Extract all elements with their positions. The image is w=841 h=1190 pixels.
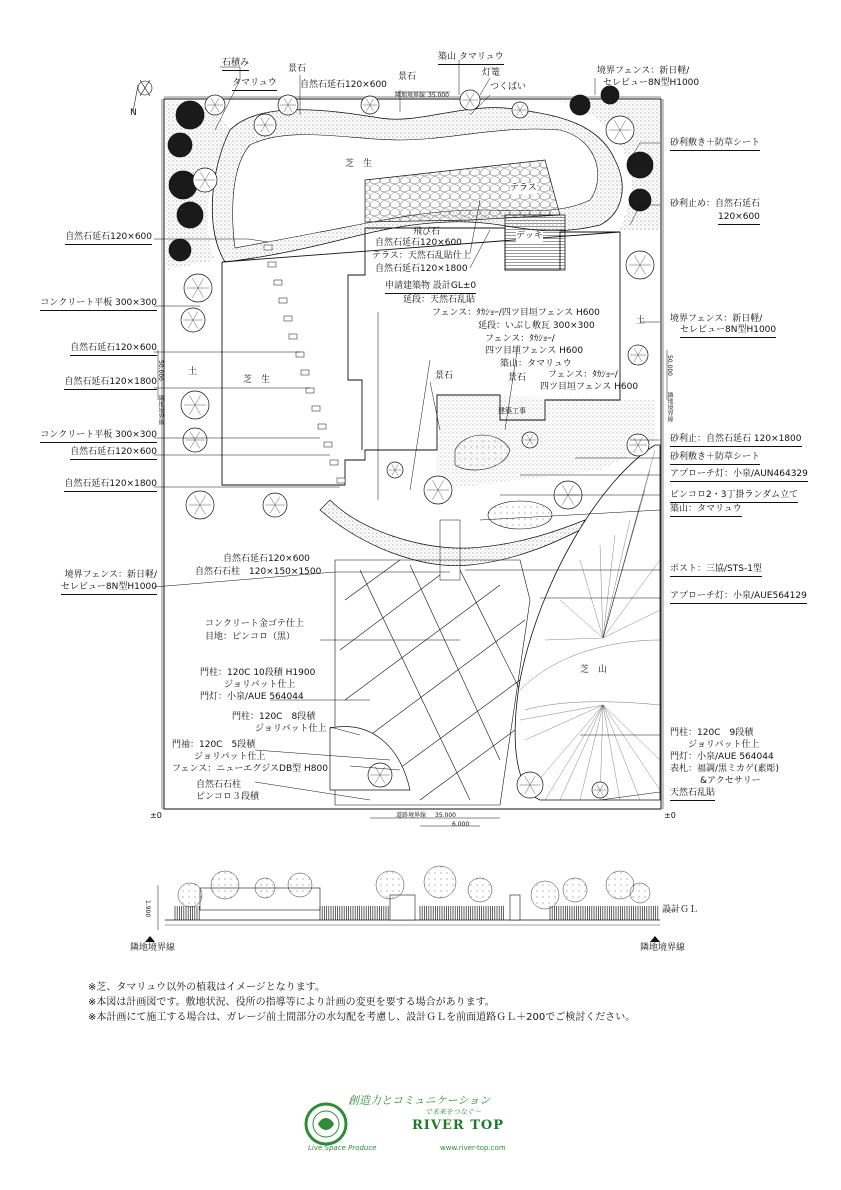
elevation-tree bbox=[531, 881, 559, 909]
tree-symbol bbox=[169, 239, 191, 261]
tree-symbol bbox=[177, 202, 203, 228]
label-fence-a: フェンス：ﾀｶｼｮｰ/四ツ目垣フェンス H600 bbox=[432, 308, 600, 318]
label-elev-gl: 設計ＧＬ bbox=[662, 905, 699, 915]
label-tamaryu-top: タマリュウ bbox=[232, 78, 277, 91]
label-endan2: 延段：いぶし敷瓦 300×300 bbox=[478, 321, 595, 331]
river-top-logo bbox=[300, 1088, 530, 1158]
label-elev-right: 隣地境界線 bbox=[640, 943, 686, 953]
logo-name: RIVER TOP bbox=[412, 1118, 504, 1133]
label-tsukubai: つくばい bbox=[490, 82, 527, 92]
label-rmon2: ジョリパット仕上 bbox=[688, 740, 760, 750]
label-left-concrete1: コンクリート平板 300×300 bbox=[40, 298, 157, 311]
label-mid-sekichu: 自然石石柱 120×150×1500 bbox=[195, 567, 322, 577]
label-tennen: 天然石乱貼 bbox=[670, 788, 715, 801]
label-tsukiyama-mid: 築山：タマリュウ bbox=[500, 359, 572, 369]
label-mon1-1: 門柱：120C 10段積 H1900 bbox=[200, 668, 316, 678]
label-left-fence1: 境界フェンス：新日軽/ bbox=[64, 570, 157, 580]
label-right-tsukiyama: 築山：タマリュウ bbox=[670, 504, 742, 517]
label-pm-left: ±0 bbox=[150, 811, 162, 820]
label-endan1: 延段：天然石乱貼 bbox=[403, 295, 476, 305]
label-shiba-1: 芝 生 bbox=[345, 159, 373, 169]
note-1: ※芝、タマリュウ以外の植栽はイメージとなります。 bbox=[88, 982, 325, 993]
label-left-nobeishi2: 自然石延石120×600 bbox=[70, 343, 157, 356]
label-right-rinchi: 隣地境界線 bbox=[666, 392, 673, 422]
label-elev-dim: 1.900 bbox=[144, 900, 151, 918]
label-pincolo3: ピンコロ３段積 bbox=[196, 792, 260, 802]
label-left-rinchi: 隣地境界線 bbox=[157, 395, 164, 425]
label-right-jaridome2: 120×600 bbox=[718, 212, 760, 225]
elevation-tree bbox=[211, 871, 239, 899]
deck-area bbox=[505, 215, 565, 270]
notes bbox=[88, 980, 635, 1025]
label-shiba-yama: 芝 山 bbox=[580, 665, 608, 675]
label-deck: デッキ bbox=[516, 231, 543, 241]
label-rinchi-top: 隣地境界線 bbox=[395, 92, 426, 99]
tree-symbol bbox=[176, 101, 204, 129]
elevation-tree bbox=[255, 878, 275, 898]
elevation-tree bbox=[606, 871, 634, 899]
label-left-nobeishi5: 自然石延石120×1800 bbox=[64, 479, 157, 492]
elevation-tree bbox=[468, 878, 492, 902]
logo-tagline: 創造力とコミュニケーション bbox=[348, 1094, 491, 1107]
label-dim-6000: 6.000 bbox=[452, 821, 470, 828]
label-fence-top-2: セレビュー8N型H1000 bbox=[603, 78, 700, 88]
label-fence-c2: 四ツ目垣フェンス H600 bbox=[540, 382, 639, 392]
label-sekichu2: 自然石石柱 bbox=[196, 780, 242, 790]
label-meji: 目地：ピンコロ（黒） bbox=[205, 632, 296, 642]
label-right-jaridome3: 砂利止：自然石延石 120×1800 bbox=[670, 434, 802, 447]
label-left-nobeishi4: 自然石延石120×600 bbox=[70, 447, 157, 460]
label-construction: 建築工事 bbox=[498, 407, 526, 415]
label-elev-left: 隣地境界線 bbox=[130, 943, 176, 953]
label-rmon4: 表札：福調/黒ミカゲ(素彫) bbox=[670, 764, 780, 774]
elevation-view bbox=[145, 866, 677, 942]
label-nobeishi-b: 自然石延石120×1800 bbox=[375, 264, 468, 274]
label-left-concrete2: コンクリート平板 300×300 bbox=[40, 430, 157, 443]
elevation-tree bbox=[424, 866, 456, 898]
note-2: ※本図は計画図です。敷地状況、役所の指導等により計画の変更を要する場合があります。 bbox=[88, 997, 495, 1008]
label-shiba-2: 芝 生 bbox=[243, 375, 271, 385]
label-right-fence2: セレビュー8N型H1000 bbox=[680, 325, 776, 338]
label-rmon3: 門灯：小泉/AUE 564044 bbox=[670, 752, 774, 762]
label-rmon1: 門柱：120C 9段積 bbox=[670, 728, 754, 738]
label-right-dim: 50.000 bbox=[666, 355, 673, 376]
label-mid-nobeishi: 自然石延石120×600 bbox=[223, 554, 310, 564]
label-left-dim: 50.000 bbox=[157, 360, 164, 381]
label-keiseki-mid2: 景石 bbox=[508, 373, 527, 383]
label-mon2-1: 門柱：120C 8段積 bbox=[232, 712, 316, 722]
label-fence-b2: 四ツ目垣フェンス H600 bbox=[485, 346, 584, 356]
label-road: 道路境界線 bbox=[396, 812, 427, 819]
label-right-fence1: 境界フェンス：新日軽/ bbox=[670, 314, 763, 324]
tree-symbol bbox=[168, 133, 192, 157]
label-rmon5: &アクセサリー bbox=[700, 776, 761, 786]
label-touro: 灯篭 bbox=[482, 68, 501, 78]
label-tsuchi-left: 土 bbox=[188, 367, 198, 377]
label-left-nobeishi1: 自然石延石120×600 bbox=[65, 232, 152, 245]
label-keiseki-mid: 景石 bbox=[435, 371, 454, 381]
label-right-approach2: アプローチ灯：小泉/AUE564129 bbox=[670, 591, 807, 604]
north-label: N bbox=[130, 108, 137, 118]
lawn-mound-right bbox=[515, 445, 660, 800]
elevation-tree bbox=[563, 878, 587, 902]
elevation-tree bbox=[630, 883, 650, 903]
label-dim-bottom: 35.000 bbox=[435, 812, 456, 819]
label-mon1-3: 門灯：小泉/AUE 564044 bbox=[200, 692, 304, 702]
label-ishizumi: 石積み bbox=[222, 58, 249, 71]
stepping-stones bbox=[264, 245, 345, 483]
label-right-jari2: 砂利敷き＋防草シート bbox=[670, 452, 760, 465]
label-nobeishi-a: 自然石延石120×600 bbox=[375, 238, 462, 248]
label-terrace: テラス bbox=[510, 183, 537, 193]
elevation-tree bbox=[376, 871, 404, 899]
label-building: 申請建築物 設計GL±0 bbox=[385, 281, 476, 294]
label-tobiishi: 飛び石 bbox=[413, 227, 441, 237]
label-fence-b1: フェンス：ﾀｶｼｮｰ/ bbox=[485, 334, 555, 344]
label-tsuchi-right: 土 bbox=[636, 316, 646, 326]
logo-url: www.river-top.com bbox=[440, 1144, 506, 1152]
elevation-tree bbox=[178, 883, 202, 907]
label-right-approach1: アプローチ灯：小泉/AUN464329 bbox=[670, 469, 808, 482]
elevation-tree bbox=[288, 873, 312, 897]
label-keiseki-top2: 景石 bbox=[398, 72, 417, 82]
label-left-nobeishi3: 自然石延石120×1800 bbox=[64, 377, 157, 390]
tree-symbol bbox=[627, 152, 653, 178]
label-right-post: ポスト：三協/STS-1型 bbox=[670, 564, 762, 577]
label-fence-new: フェンス：ニューエグジスDB型 H800 bbox=[172, 764, 328, 774]
label-left-fence2: セレビュー8N型H1000 bbox=[61, 582, 157, 595]
label-concrete-finish: コンクリート金ゴテ仕上 bbox=[205, 619, 304, 629]
label-dim-top: 35.000 bbox=[428, 92, 449, 99]
note-3: ※本計画にて施工する場合は、ガレージ前土間部分の水勾配を考慮し、設計ＧＬを前面道路ＧＬ＋200でご検討ください。 bbox=[88, 1012, 636, 1023]
logo-sub: で未来をつなぐ～ bbox=[425, 1108, 481, 1116]
label-terrace-finish: テラス：天然石乱貼仕上 bbox=[372, 251, 471, 261]
label-tsukiyama-top: 築山 タマリュウ bbox=[438, 52, 504, 65]
label-mon2-2: ジョリパット仕上 bbox=[255, 724, 327, 734]
tree-symbol bbox=[169, 171, 197, 199]
logo-live: Live Space Produce bbox=[308, 1144, 377, 1152]
label-right-jari1: 砂利敷き＋防草シート bbox=[670, 138, 760, 151]
label-monsode1: 門袖：120C 5段積 bbox=[172, 740, 256, 750]
tree-symbol bbox=[570, 95, 590, 115]
label-pm-right: ±0 bbox=[664, 811, 676, 820]
label-nobeishi-top: 自然石延石120×600 bbox=[300, 80, 387, 90]
label-fence-c1: フェンス：ﾀｶｼｮｰ/ bbox=[548, 370, 618, 380]
label-keiseki-top1: 景石 bbox=[288, 64, 307, 74]
label-fence-top-1: 境界フェンス：新日軽/ bbox=[597, 66, 690, 76]
label-right-jaridome1: 砂利止め：自然石延石 bbox=[670, 199, 761, 209]
label-mon1-2: ジョリパット仕上 bbox=[224, 680, 296, 690]
tree-symbol bbox=[629, 189, 651, 211]
label-right-pincolo: ピンコロ2・3丁掛ランダム立て bbox=[670, 490, 798, 503]
label-monsode2: ジョリパット仕上 bbox=[194, 752, 266, 762]
